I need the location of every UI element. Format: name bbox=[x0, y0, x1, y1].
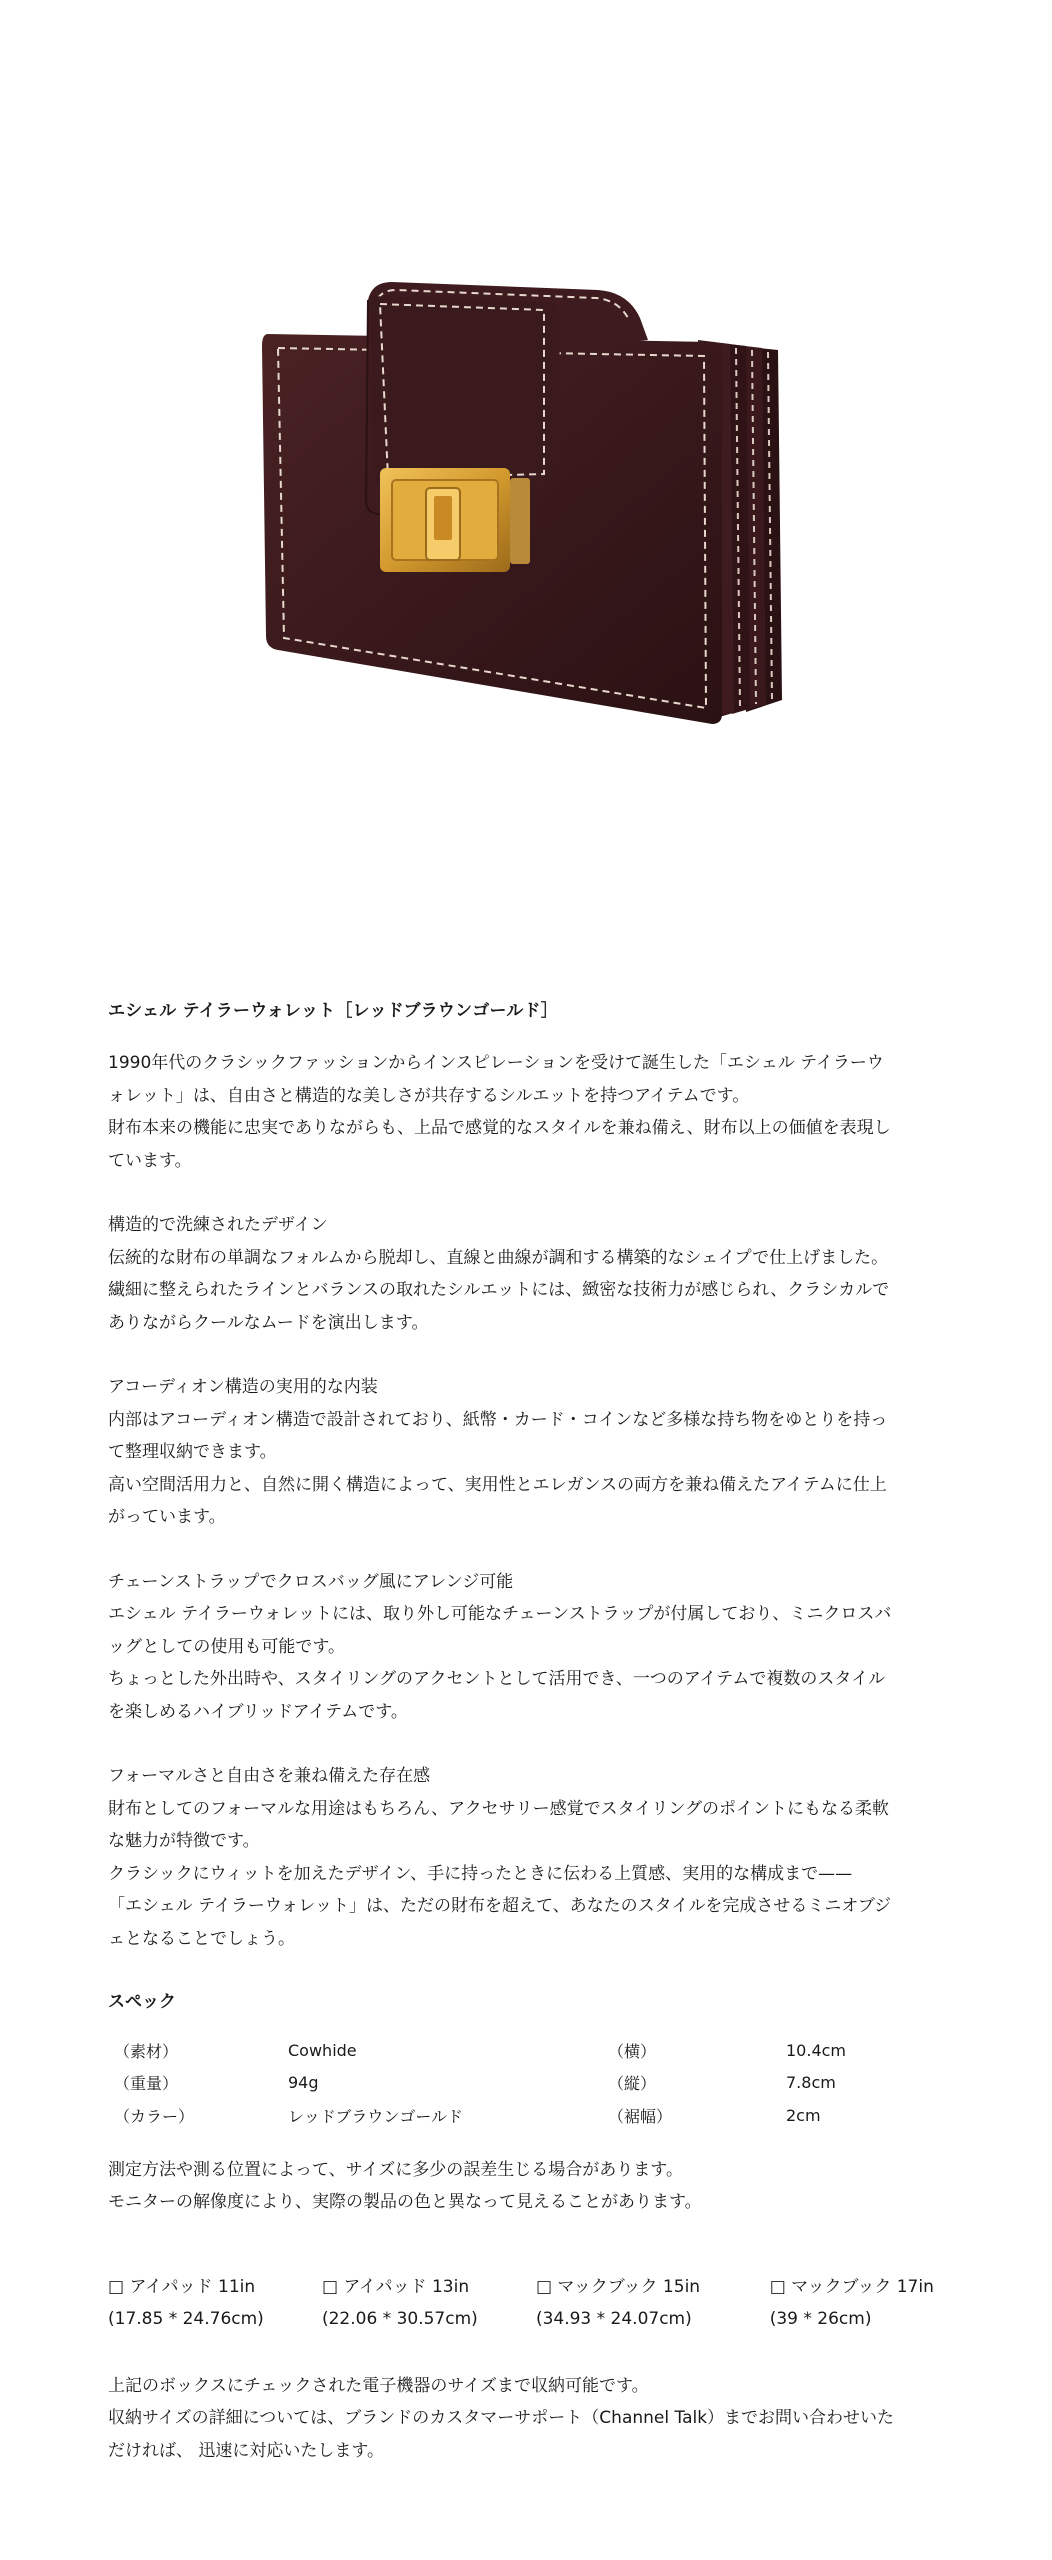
section-line: て整理収納できます。 bbox=[108, 1442, 277, 1462]
spec-label: （縦） bbox=[608, 2074, 657, 2094]
section-line: を楽しめるハイブリッドアイテムです。 bbox=[108, 1701, 408, 1722]
device-name: □ マックブック 17in bbox=[769, 2276, 934, 2297]
spec-value: Cowhide bbox=[288, 2040, 357, 2060]
spec-heading: スペック bbox=[108, 1992, 176, 2012]
section-interior bbox=[108, 1371, 948, 1534]
spec-table bbox=[108, 2034, 946, 2132]
spec-row bbox=[108, 2034, 946, 2067]
section-heading: チェーンストラップでクロスバッグ風にアレンジ可能 bbox=[108, 1571, 514, 1592]
section-line: ありながらクールなムードを演出します。 bbox=[108, 1312, 429, 1333]
intro-line: ォレット」は、自由さと構造的な美しさが共存するシルエットを持つアイテムです。 bbox=[108, 1085, 750, 1106]
note-line: 測定方法や測る位置によって、サイズに多少の誤差生じる場合があります。 bbox=[108, 2159, 683, 2180]
section-line: ちょっとした外出時や、スタイリングのアクセントとして活用でき、一つのアイテムで複数のスタイル bbox=[108, 1669, 886, 1689]
device-size: (22.06 * 30.57cm) bbox=[321, 2309, 478, 2329]
spec-value: 2cm bbox=[786, 2105, 821, 2125]
spec-row bbox=[108, 2099, 946, 2132]
device-name: □ アイパッド 11in bbox=[108, 2276, 256, 2297]
intro-line: 1990年代のクラシックファッションからインスピレーションを受けて誕生した「エシェル テイラーウ bbox=[108, 1053, 884, 1073]
spec-value: 10.4cm bbox=[786, 2040, 847, 2060]
device-item bbox=[536, 2271, 770, 2336]
spec-label: （裾幅） bbox=[608, 2106, 673, 2126]
product-image-area bbox=[0, 0, 1052, 960]
section-line: エシェル テイラーウォレットには、取り外し可能なチェーンストラップが付属しており、ミニクロスバ bbox=[108, 1604, 892, 1624]
section-line: 高い空間活用力と、自然に開く構造によって、実用性とエレガンスの両方を兼ね備えたアイテムに仕上 bbox=[108, 1474, 887, 1495]
intro-line: 財布本来の機能に忠実でありながらも、上品で感覚的なスタイルを兼ね備え、財布以上の価値を表現し bbox=[108, 1118, 891, 1138]
section-line: がっています。 bbox=[108, 1507, 226, 1527]
section-line: 繊細に整えられたラインとバランスの取れたシルエットには、緻密な技術力が感じられ、クラシカルで bbox=[108, 1280, 890, 1300]
note-line: モニターの解像度により、実際の製品の色と異なって見えることがあります。 bbox=[108, 2192, 702, 2212]
device-name: □ アイパッド 13in bbox=[321, 2276, 470, 2297]
device-item bbox=[322, 2271, 536, 2336]
device-name: □ マックブック 15in bbox=[535, 2276, 701, 2297]
footer-line: 上記のボックスにチェックされた電子機器のサイズまで収納可能です。 bbox=[108, 2375, 649, 2396]
section-line: 財布としてのフォーマルな用途はもちろん、アクセサリー感覚でスタイリングのポイントにもなる柔軟 bbox=[108, 1798, 889, 1819]
section-chain-strap bbox=[108, 1566, 948, 1729]
section-line: 伝統的な財布の単調なフォルムから脱却し、直線と曲線が調和する構築的なシェイプで仕上げました。 bbox=[108, 1247, 889, 1268]
footer-line: だければ、 迅速に対応いたします。 bbox=[108, 2440, 385, 2461]
section-line: 内部はアコーディオン構造で設計されており、紙幣・カード・コインなど多様な持ち物をゆとりを持っ bbox=[108, 1409, 888, 1430]
section-heading: アコーディオン構造の実用的な内装 bbox=[108, 1377, 378, 1397]
intro-block bbox=[108, 1047, 948, 1177]
product-description bbox=[108, 996, 948, 2467]
device-size: (39 * 26cm) bbox=[769, 2309, 872, 2329]
device-size: (17.85 * 24.76cm) bbox=[108, 2309, 264, 2329]
spec-label: （重量） bbox=[114, 2074, 179, 2094]
spec-value: レッドブラウンゴールド bbox=[288, 2106, 464, 2126]
spec-value: 7.8cm bbox=[786, 2073, 836, 2093]
section-heading: 構造的で洗練されたデザイン bbox=[108, 1215, 328, 1235]
section-line: 「エシェル テイラーウォレット」は、ただの財布を超えて、あなたのスタイルを完成させるミニオブジ bbox=[108, 1896, 892, 1916]
measurement-notes bbox=[108, 2154, 948, 2219]
storage-footer bbox=[108, 2370, 948, 2468]
section-line: な魅力が特徴です。 bbox=[108, 1831, 260, 1851]
device-item bbox=[108, 2271, 322, 2336]
device-compatibility bbox=[108, 2271, 948, 2336]
spec-label: （素材） bbox=[114, 2041, 179, 2061]
spec-label: （横） bbox=[608, 2041, 657, 2061]
section-line: クラシックにウィットを加えたデザイン、手に持ったときに伝わる上質感、実用的な構成まで—— bbox=[108, 1863, 853, 1884]
product-title: エシェル テイラーウォレット［レッドブラウンゴールド］ bbox=[108, 1001, 558, 1021]
device-item bbox=[770, 2271, 948, 2336]
section-design bbox=[108, 1209, 948, 1339]
section-heading: フォーマルさと自由さを兼ね備えた存在感 bbox=[108, 1766, 431, 1786]
section-line: ェとなることでしょう。 bbox=[108, 1928, 295, 1949]
device-size: (34.93 * 24.07cm) bbox=[535, 2309, 692, 2329]
spec-label: （カラー） bbox=[114, 2106, 195, 2126]
spec-row bbox=[108, 2067, 946, 2100]
spec-value: 94g bbox=[288, 2073, 319, 2093]
wallet-photo-icon bbox=[0, 0, 1052, 960]
intro-line: ています。 bbox=[108, 1150, 192, 1171]
section-line: ッグとしての使用も可能です。 bbox=[108, 1636, 345, 1657]
section-formal bbox=[108, 1760, 948, 1955]
footer-line: 収納サイズの詳細については、ブランドのカスタマーサポート（Channel Talk）までお問い合わせいた bbox=[108, 2408, 895, 2428]
